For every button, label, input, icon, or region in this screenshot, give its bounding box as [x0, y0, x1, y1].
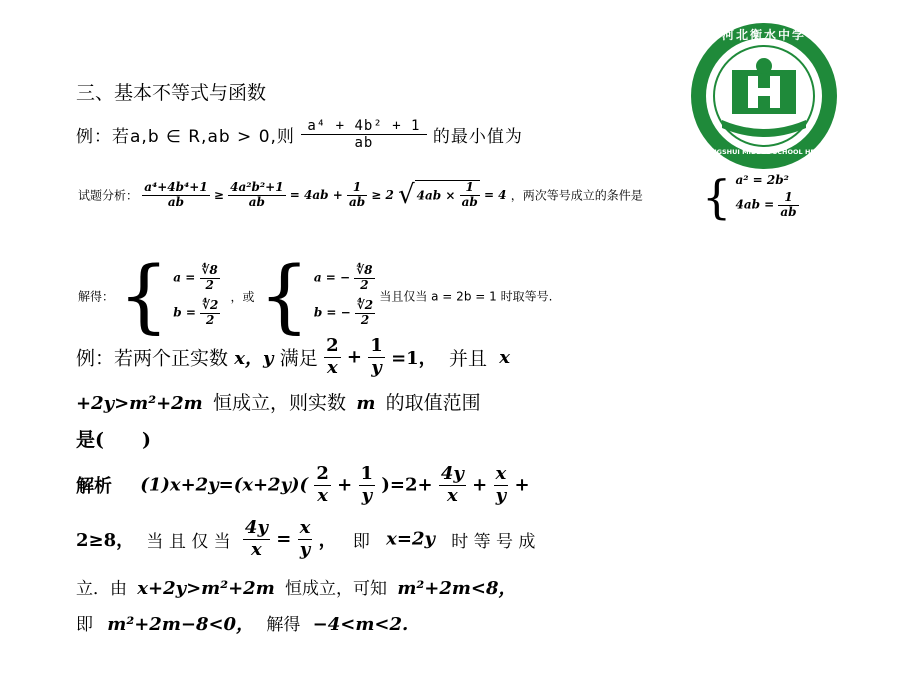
logo-arc-text: 河北衡水中学 [721, 28, 806, 42]
condition-line-2-frac [778, 191, 798, 220]
analysis-2-l3-math-2: m²+2m<8， [397, 578, 517, 599]
example-1 [76, 118, 523, 151]
example-1-numerator: a⁴ + 4b² + 1 [301, 118, 426, 135]
sqrt-icon: √ [398, 180, 415, 210]
analysis-2-l4-text-1: 即 [76, 615, 93, 635]
analysis-2-l2-frac-1 [243, 518, 270, 560]
analysis-frac-2-den: ab [248, 194, 265, 209]
analysis-condition-text: ，两次等号成立的条件是 [510, 188, 643, 203]
example-2-prefix: 例：若两个正实数 [76, 347, 229, 370]
analysis-sqrt-body [415, 180, 480, 210]
analysis-2-line-1 [76, 464, 530, 506]
condition-line-2 [735, 191, 798, 220]
solution-system-2-a [314, 264, 375, 293]
analysis-2-frac-4 [494, 464, 509, 506]
analysis-2-l2-text-3: 时 等 号 成 [451, 531, 536, 552]
sys1-a-frac [200, 264, 220, 293]
example-2-line-2 [76, 388, 481, 415]
analysis-2-plus-2: + [472, 474, 488, 496]
sys1-b-label: b = [173, 305, 196, 320]
example-2-end: 并且 [448, 347, 487, 370]
example-1-fraction [301, 118, 426, 151]
analysis-2-line-4 [76, 610, 408, 636]
sys2-b-den: 2 [360, 312, 370, 327]
analysis-2-frac-1-num: 2 [316, 463, 329, 484]
analysis-frac-1-num: a⁴+4b⁴+1 [144, 179, 208, 194]
condition-lines [735, 174, 798, 220]
analysis-2-l2-eq: = [276, 528, 292, 550]
solution-1 [78, 249, 553, 342]
analysis-2-l1-b: )=2+ [381, 474, 433, 496]
solution-system-1-a [173, 264, 220, 293]
analysis-2-line-3 [76, 574, 517, 600]
analysis-geq-1: ≥ [213, 188, 224, 202]
condition-line-1: a² = 2b² [735, 173, 789, 188]
analysis-2-l2-text-1: 当 且 仅 当 [146, 531, 231, 552]
example-2-m: m [356, 393, 376, 414]
sys1-a-num: ∜8 [201, 263, 218, 278]
analysis-frac-1-den: ab [167, 194, 185, 209]
analysis-2-frac-2-num: 1 [360, 463, 374, 484]
example-2-plus: + [346, 346, 362, 368]
analysis-frac-4-num: 1 [460, 181, 480, 196]
analysis-2-l4-text-2: 解得 [266, 615, 301, 635]
example-2-frac-2 [368, 336, 385, 378]
analysis-2-l2-frac-2-den: y [299, 538, 311, 560]
analysis-sqrt-inner: 4ab × [416, 188, 456, 203]
analysis-2-l4-math-2: −4<m<2. [312, 614, 409, 635]
analysis-2-l2-text-2: 即 [352, 531, 370, 552]
sys1-b-den: 2 [206, 312, 215, 327]
example-1-prefix: 例：若a,b ∈ R,ab > 0,则 [76, 127, 295, 148]
condition-system [702, 170, 799, 224]
example-2-line-2-text: 恒成立，则实数 [213, 392, 347, 414]
analysis-geq-2: ≥ 2 [371, 188, 394, 202]
left-brace-icon: { [702, 170, 732, 224]
left-brace-icon: { [118, 249, 170, 342]
solution-or: ，或 [230, 289, 255, 304]
example-2-line-1 [76, 336, 510, 378]
solution-system-1 [173, 264, 220, 327]
analysis-label: 试题分析： [78, 188, 139, 203]
analysis-row [78, 180, 643, 210]
analysis-2-l1-end: + [514, 474, 530, 496]
analysis-2-label: 解析 [76, 476, 112, 498]
solution-1-label: 解得： [78, 289, 115, 304]
analysis-2-l3-math-1: x+2y>m²+2m [137, 578, 275, 599]
example-2-vars: x，y [234, 348, 274, 370]
sys2-a-label: a = − [313, 271, 351, 286]
sys2-a-num: ∜8 [356, 263, 373, 278]
analysis-2-frac-3-num: 4y [440, 463, 464, 484]
analysis-2-l4-math-1: m²+2m−8<0， [107, 614, 255, 635]
analysis-2-l1-a: (1)x+2y=(x+2y)( [140, 474, 309, 496]
solution-system-2-b [314, 299, 375, 328]
condition-line-2-left: 4ab = [735, 198, 775, 212]
sys1-a-label: a = [173, 271, 196, 286]
analysis-eq-2: = 4 [483, 188, 507, 202]
example-2-inequality: +2y>m²+2m [76, 393, 203, 414]
example-1-suffix: 的最小值为 [432, 127, 523, 148]
analysis-frac-2-num: 4a²b²+1 [230, 179, 284, 194]
example-1-denominator: ab [354, 135, 374, 152]
analysis-frac-3-den: ab [348, 194, 366, 209]
analysis-frac-3-num: 1 [347, 181, 367, 196]
analysis-2-l2-frac-1-num: 4y [244, 517, 268, 538]
school-logo [688, 20, 840, 172]
logo-ring-text: HENGSHUI MIDDLE SCHOOL HEBEI [701, 148, 827, 156]
analysis-frac-1 [142, 181, 210, 210]
analysis-2-l3-text-1: 立．由 [76, 579, 127, 599]
example-2-eq: =1， [391, 348, 437, 370]
analysis-2-line-2 [76, 518, 535, 560]
analysis-2-frac-4-num: x [495, 463, 507, 484]
analysis-2-l2-frac-1-den: x [251, 538, 262, 560]
example-2-x: x [499, 346, 510, 368]
left-brace-icon: { [258, 249, 310, 342]
analysis-2-l2-math: x=2y [386, 528, 435, 550]
example-2-line-2-end: 的取值范围 [385, 392, 481, 414]
example-2-line-3: 是( ) [76, 429, 151, 451]
solution-system-1-b [173, 299, 220, 328]
example-2-frac-2-den: y [371, 356, 382, 378]
analysis-eq-1: = 4ab + [289, 188, 343, 202]
analysis-2-frac-3 [439, 464, 466, 506]
analysis-2-l2-frac-2 [298, 518, 313, 560]
analysis-frac-3 [347, 181, 367, 210]
solution-tail: 当且仅当 a = 2b = 1 时取等号. [379, 289, 553, 304]
sys2-b-num: ∜2 [356, 298, 374, 312]
example-2-frac-1-num: 2 [326, 335, 339, 356]
condition-line-2-den: ab [780, 205, 797, 220]
analysis-2-plus-1: + [337, 474, 353, 496]
analysis-frac-2 [228, 181, 285, 210]
analysis-2-l2-a: 2≥8， [76, 530, 135, 552]
sys1-a-den: 2 [205, 278, 214, 293]
sys1-b-frac [200, 299, 220, 328]
example-2-frac-2-num: 1 [370, 335, 383, 356]
analysis-2-l2-comma: ， [318, 530, 337, 552]
analysis-2-l3-text-2: 恒成立，可知 [285, 579, 388, 599]
analysis-2-frac-2-den: y [361, 484, 373, 506]
sys2-b-frac [355, 299, 375, 328]
example-2-mid: 满足 [279, 347, 318, 370]
sys2-a-frac [354, 264, 374, 293]
analysis-frac-4 [460, 181, 480, 210]
analysis-2-frac-3-den: x [446, 484, 458, 506]
analysis-2-frac-4-den: y [495, 484, 507, 506]
sys1-b-num: ∜2 [202, 298, 219, 312]
analysis-2-frac-1 [314, 464, 331, 506]
solution-system-2 [314, 264, 375, 327]
analysis-2-frac-1-den: x [317, 484, 328, 506]
analysis-frac-4-den: ab [461, 195, 478, 209]
condition-line-2-num: 1 [778, 191, 798, 206]
analysis-2-l2-frac-2-num: x [299, 517, 311, 538]
sys2-a-den: 2 [360, 278, 369, 293]
analysis-2-frac-2 [359, 464, 376, 506]
section-title: 三、基本不等式与函数 [76, 82, 267, 104]
example-2-frac-1 [324, 336, 341, 378]
sys2-b-label: b = − [313, 305, 351, 320]
example-2-frac-1-den: x [326, 356, 338, 378]
